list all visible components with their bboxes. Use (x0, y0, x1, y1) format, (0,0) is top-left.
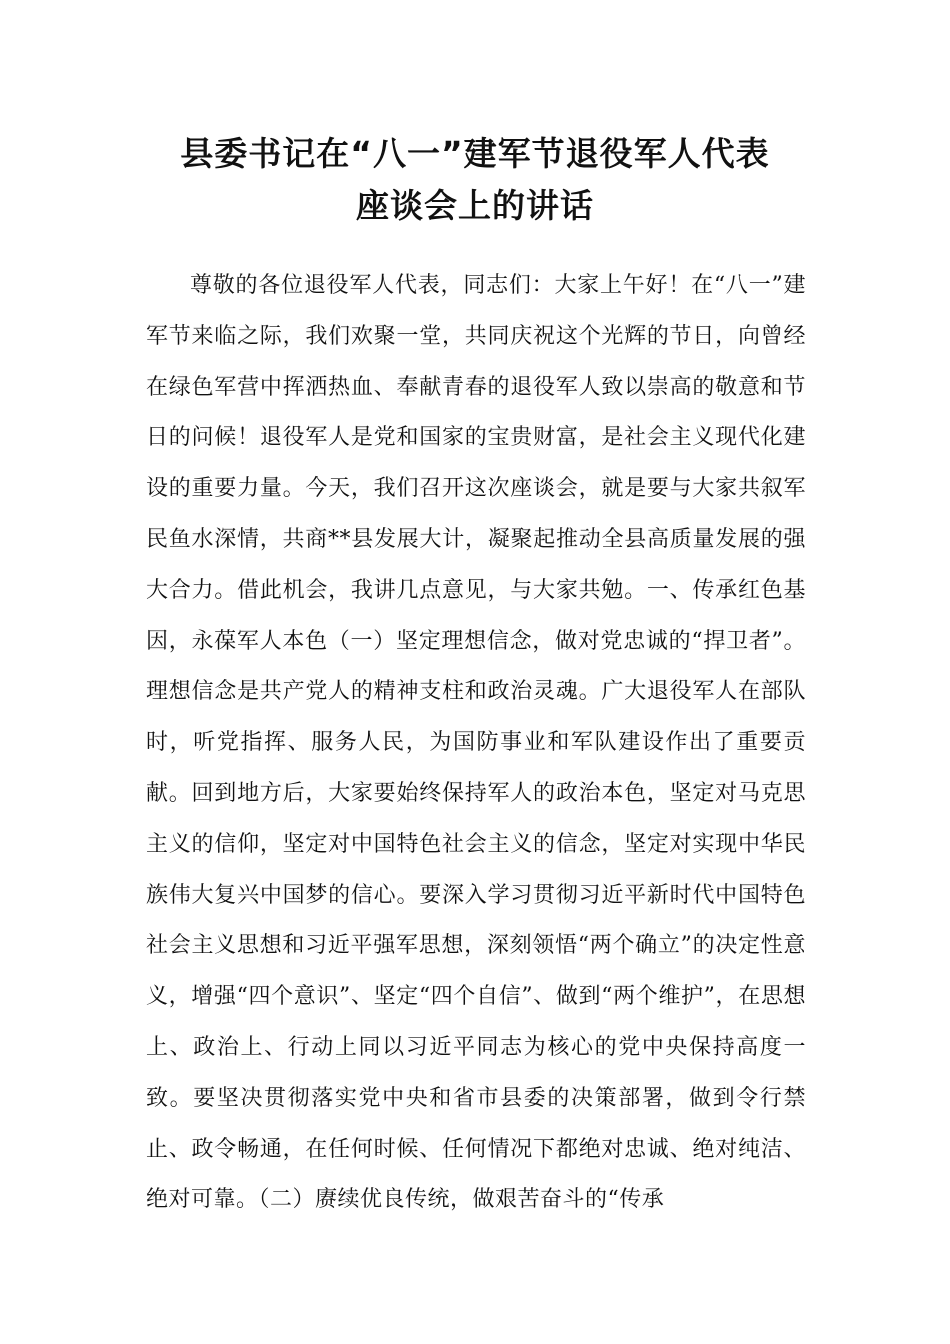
page-title (120, 128, 830, 232)
title-line-2: 座谈会上的讲话 (356, 186, 594, 225)
title-line-1: 县委书记在“八一”建军节退役军人代表 (180, 134, 770, 173)
speech-paragraph: 尊敬的各位退役军人代表，同志们：大家上午好！在“八一”建军节来临之际，我们欢聚一堂，共同庆祝这个光辉的节日，向曾经在绿色军营中挥洒热血、奉献青春的退役军人致以崇高的敬意和节日的问候！退役军人是党和国家的宝贵财富，是社会主义现代化建设的重要力量。今天，我们召开这次座谈会，就是要与大家共叙军民鱼水深情，共商**县发展大计，凝聚起推动全县高质量发展的强大合力。借此机会，我讲几点意见，与大家共勉。一、传承红色基因，永葆军人本色（一）坚定理想信念，做对党忠诚的“捍卫者”。理想信念是共产党人的精神支柱和政治灵魂。广大退役军人在部队时，听党指挥、服务人民，为国防事业和军队建设作出了重要贡献。回到地方后，大家要始终保持军人的政治本色，坚定对马克思主义的信仰，坚定对中国特色社会主义的信念，坚定对实现中华民族伟大复兴中国梦的信心。要深入学习贯彻习近平新时代中国特色社会主义思想和习近平强军思想，深刻领悟“两个确立”的决定性意义，增强“四个意识”、坚定“四个自信”、做到“两个维护”，在思想上、政治上、行动上同以习近平同志为核心的党中央保持高度一致。要坚决贯彻落实党中央和省市县委的决策部署，做到令行禁止、政令畅通，在任何时候、任何情况下都绝对忠诚、绝对纯洁、绝对可靠。（二）赓续优良传统，做艰苦奋斗的“传承 (146, 273, 806, 1213)
